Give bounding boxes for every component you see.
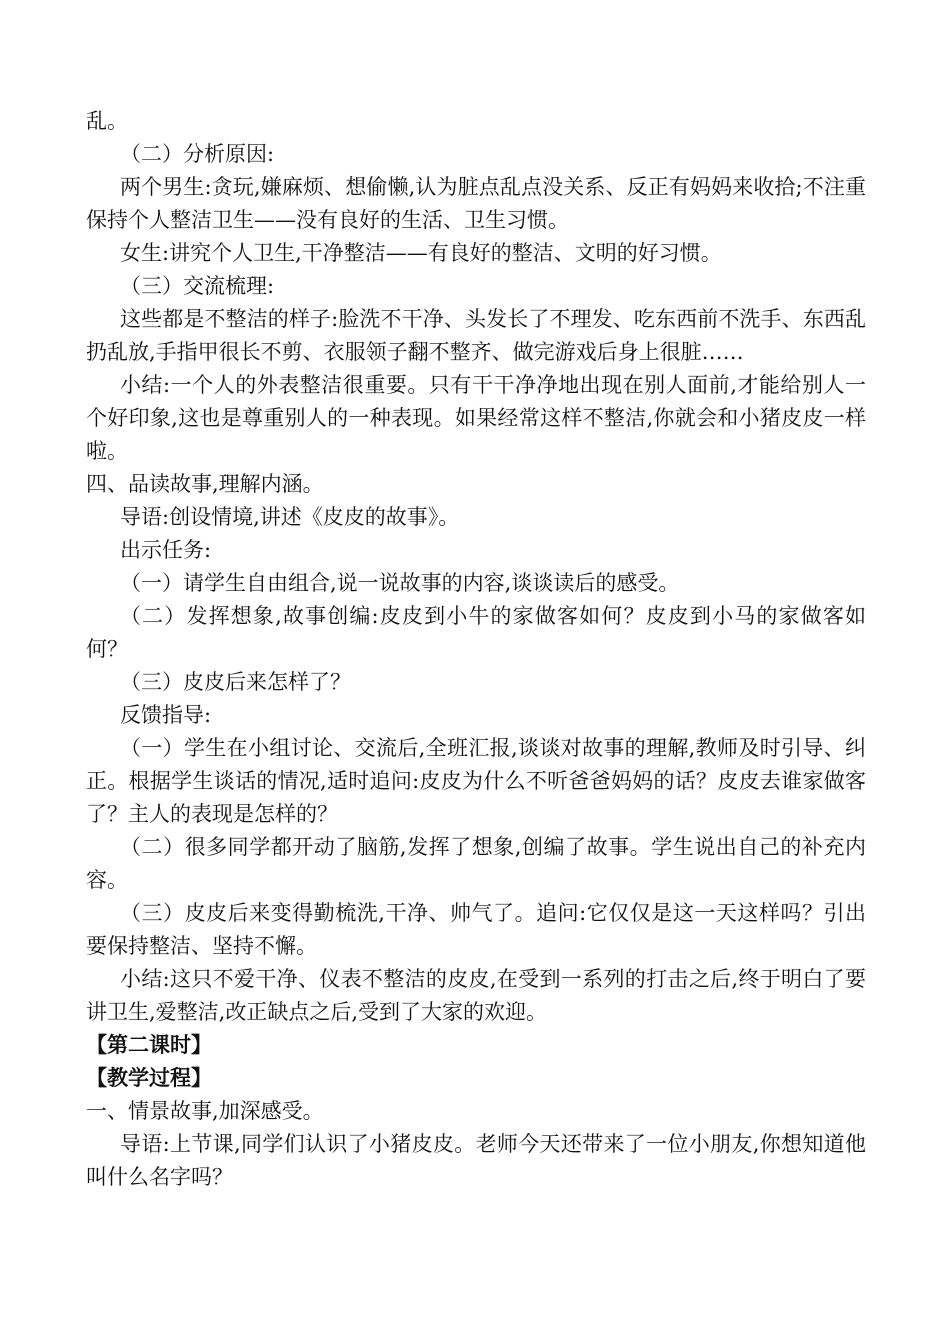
paragraph: （一）请学生自由组合,说一说故事的内容,谈谈读后的感受。 (120, 571, 680, 595)
paragraph: 出示任务: (120, 538, 212, 562)
paragraph: （三）皮皮后来变得勤梳洗,干净、帅气了。追问:它仅仅是这一天这样吗？引出要保持整洁、坚持不懈。 (86, 901, 866, 958)
paragraph: 导语:创设情境,讲述《皮皮的故事》。 (120, 505, 460, 529)
document-body (86, 105, 866, 1194)
paragraph: 两个男生:贪玩,嫌麻烦、想偷懒,认为脏点乱点没关系、反正有妈妈来收拾;不注重保持个人整洁卫生——没有良好的生活、卫生习惯。 (86, 175, 866, 232)
lesson-heading: 【第二课时】 (86, 1033, 212, 1057)
paragraph: 女生:讲究个人卫生,干净整洁——有良好的整洁、文明的好习惯。 (120, 241, 722, 265)
paragraph: 小结:一个人的外表整洁很重要。只有干干净净地出现在别人面前,才能给别人一个好印象,这也是尊重别人的一种表现。如果经常这样不整洁,你就会和小猪皮皮一样啦。 (86, 373, 866, 463)
paragraph: 反馈指导: (120, 703, 212, 727)
paragraph: 导语:上节课,同学们认识了小猪皮皮。老师今天还带来了一位小朋友,你想知道他叫什么名字吗？ (86, 1132, 866, 1189)
paragraph: （三）皮皮后来怎样了？ (120, 670, 351, 694)
lesson-heading: 【教学过程】 (86, 1066, 212, 1090)
section-heading: （三）交流梳理: (120, 274, 275, 298)
section-heading: 一、情景故事,加深感受。 (86, 1099, 324, 1123)
section-heading: （二）分析原因: (120, 142, 275, 166)
paragraph: 乱。 (86, 109, 128, 133)
section-heading: 四、品读故事,理解内涵。 (86, 472, 324, 496)
paragraph: 这些都是不整洁的样子:脸洗不干净、头发长了不理发、吃东西前不洗手、东西乱扔乱放,手指甲很长不剪、衣服领子翻不整齐、做完游戏后身上很脏…… (86, 307, 866, 364)
paragraph: （一）学生在小组讨论、交流后,全班汇报,谈谈对故事的理解,教师及时引导、纠正。根据学生谈话的情况,适时追问:皮皮为什么不听爸爸妈妈的话？皮皮去谁家做客了？主人的表现是怎样的？ (86, 736, 866, 826)
paragraph: （二）很多同学都开动了脑筋,发挥了想象,创编了故事。学生说出自己的补充内容。 (86, 835, 866, 892)
paragraph: 小结:这只不爱干净、仪表不整洁的皮皮,在受到一系列的打击之后,终于明白了要讲卫生,爱整洁,改正缺点之后,受到了大家的欢迎。 (86, 967, 866, 1024)
paragraph: （二）发挥想象,故事创编:皮皮到小牛的家做客如何？皮皮到小马的家做客如何？ (86, 604, 866, 661)
